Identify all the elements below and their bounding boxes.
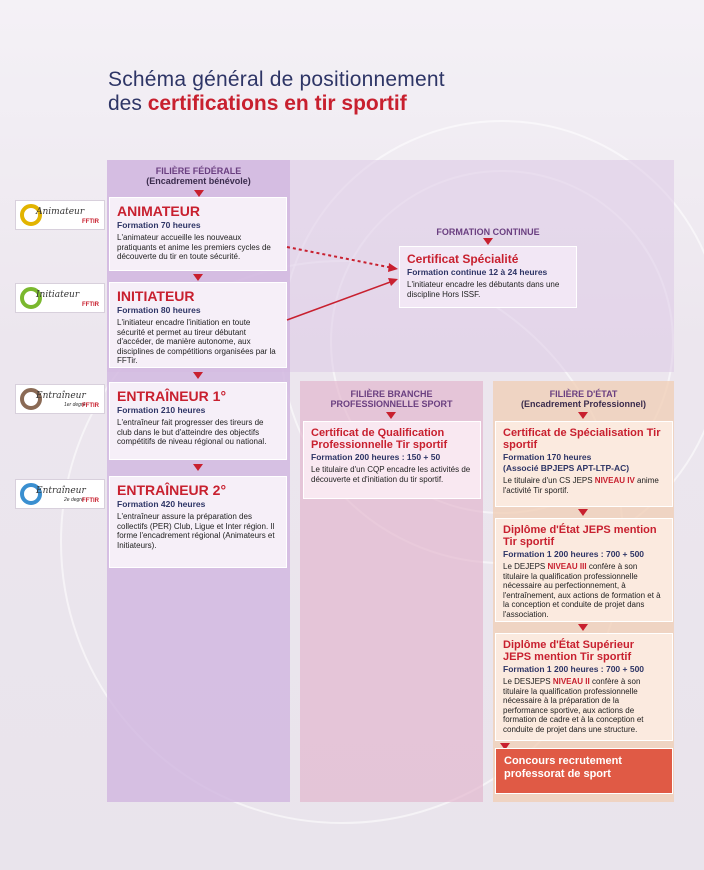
- arrowhead-icon: [388, 263, 398, 272]
- box-hours: Formation 170 heures: [503, 452, 592, 462]
- desc-level: NIVEAU III: [547, 562, 587, 571]
- arrowhead-icon: [388, 278, 398, 286]
- box-hours: Formation 420 heures: [117, 499, 206, 509]
- box-title: ENTRAÎNEUR 2°: [117, 482, 227, 498]
- desc-text: anime l'activité Tir sportif.: [503, 476, 659, 495]
- logo-brand: FFTIR: [82, 219, 99, 225]
- box-hours-assoc: (Associé BPJEPS APT-LTP-AC): [503, 463, 630, 473]
- logo-degree: 2e degré: [64, 497, 84, 503]
- desc-level: NIVEAU II: [552, 677, 590, 686]
- box-hours: Formation 1 200 heures : 700 + 500: [503, 549, 645, 559]
- header-federale-title: FILIÈRE FÉDÉRALE: [155, 166, 242, 176]
- box-title: INITIATEUR: [117, 288, 195, 304]
- box-description: [503, 476, 665, 495]
- box-hours: Formation 200 heures : 150 + 50: [311, 452, 441, 462]
- box-hours: Formation continue 12 à 24 heures: [407, 267, 548, 277]
- dashed-connector: [287, 247, 393, 268]
- arrow-down-icon: [578, 624, 588, 631]
- box-hours: Formation 210 heures: [117, 405, 206, 415]
- box-description: L'initiateur encadre les débutants dans une discipline Hors ISSF.: [407, 280, 560, 299]
- box-hours: Formation 80 heures: [117, 305, 201, 315]
- logo-label: Initiateur: [36, 290, 80, 300]
- logo-label: Animateur: [36, 207, 85, 217]
- box-description: [503, 562, 665, 619]
- box-title: Concours recrutement professorat de sport: [504, 755, 622, 780]
- header-branche-sub: PROFESSIONNELLE SPORT: [330, 399, 453, 409]
- desc-text: Le DEJEPS: [503, 562, 548, 571]
- box-certificat-specialisation: [495, 421, 673, 507]
- box-title: Diplôme d'État JEPS mention Tir sportif: [503, 524, 657, 548]
- box-description: [503, 677, 665, 734]
- logo-degree: 1er degré: [64, 402, 86, 408]
- box-title: ENTRAÎNEUR 1°: [117, 388, 227, 404]
- title-highlight: certifications en tir sportif: [147, 92, 407, 115]
- arrow-down-icon: [578, 509, 588, 516]
- logo-brand: FFTIR: [82, 498, 99, 504]
- header-formation-continue-title: FORMATION CONTINUE: [436, 227, 540, 237]
- box-title: Diplôme d'État Supérieur JEPS mention Tir sportif: [503, 639, 634, 663]
- title-line-1: Schéma général de positionnement: [108, 68, 445, 91]
- title-prefix: des: [108, 92, 142, 115]
- box-hours: Formation 1 200 heures : 700 + 500: [503, 664, 645, 674]
- box-description: L'initiateur encadre l'initiation en toute sécurité et permet au tireur débutant d'accéder, de manière autonome, aux disciplines de compétitions organisées par la FFTir.: [117, 318, 276, 365]
- box-description: Le titulaire d'un CQP encadre les activités de découverte et d'initiation du tir sportif.: [311, 465, 471, 484]
- header-federale-sub: (Encadrement bénévole): [146, 176, 251, 186]
- box-dejeps: [495, 518, 673, 622]
- box-concours: [495, 748, 673, 794]
- desc-text: confère à son titulaire la qualification professionnelle nécessaire à la préparation de la performance sportive, aux actions de formation de cadre et à la conception et conduite de projet dans une structure.: [503, 677, 644, 734]
- desc-text: confère à son titulaire la qualification professionnelle nécessaire au perfectionnement, à l'entraînement, aux actions de formation et à la conception et conduite de projet dans l'association.: [503, 562, 661, 619]
- box-title: Certificat de Qualification Professionnelle Tir sportif: [311, 427, 448, 451]
- box-title: Certificat Spécialité: [407, 252, 519, 266]
- box-desjeps: [495, 633, 673, 741]
- logo-label: Entraîneur: [36, 486, 86, 496]
- logo-brand: FFTIR: [82, 302, 99, 308]
- box-title: Certificat de Spécialisation Tir sportif: [503, 427, 661, 451]
- box-cqp: [303, 421, 481, 499]
- box-hours: Formation 70 heures: [117, 220, 201, 230]
- box-title: ANIMATEUR: [117, 203, 200, 219]
- logo-label: Entraîneur: [36, 391, 86, 401]
- solid-connector: [287, 281, 393, 320]
- desc-level: NIVEAU IV: [594, 476, 635, 485]
- box-description: L'entraîneur assure la préparation des collectifs (PER) Club, Ligue et Inter région. Il forme l'encadrement régional (Animateurs et Initiateurs).: [117, 512, 275, 550]
- desc-text: Le titulaire d'un CS JEPS: [503, 476, 595, 485]
- header-etat-sub: (Encadrement Professionnel): [520, 399, 647, 409]
- box-description: L'animateur accueille les nouveaux pratiquants et anime les premiers cycles de découverte du tir en toute sécurité.: [117, 233, 271, 261]
- logo-brand: FFTIR: [82, 403, 99, 409]
- header-etat-title: FILIÈRE D'ÉTAT: [549, 389, 618, 399]
- desc-text: Le DESJEPS: [503, 677, 553, 686]
- box-description: L'entraîneur fait progresser des tireurs de club dans le but d'atteindre des objectifs compétitifs de niveau régional ou national.: [117, 418, 267, 446]
- header-branche-title: FILIÈRE BRANCHE: [350, 389, 433, 399]
